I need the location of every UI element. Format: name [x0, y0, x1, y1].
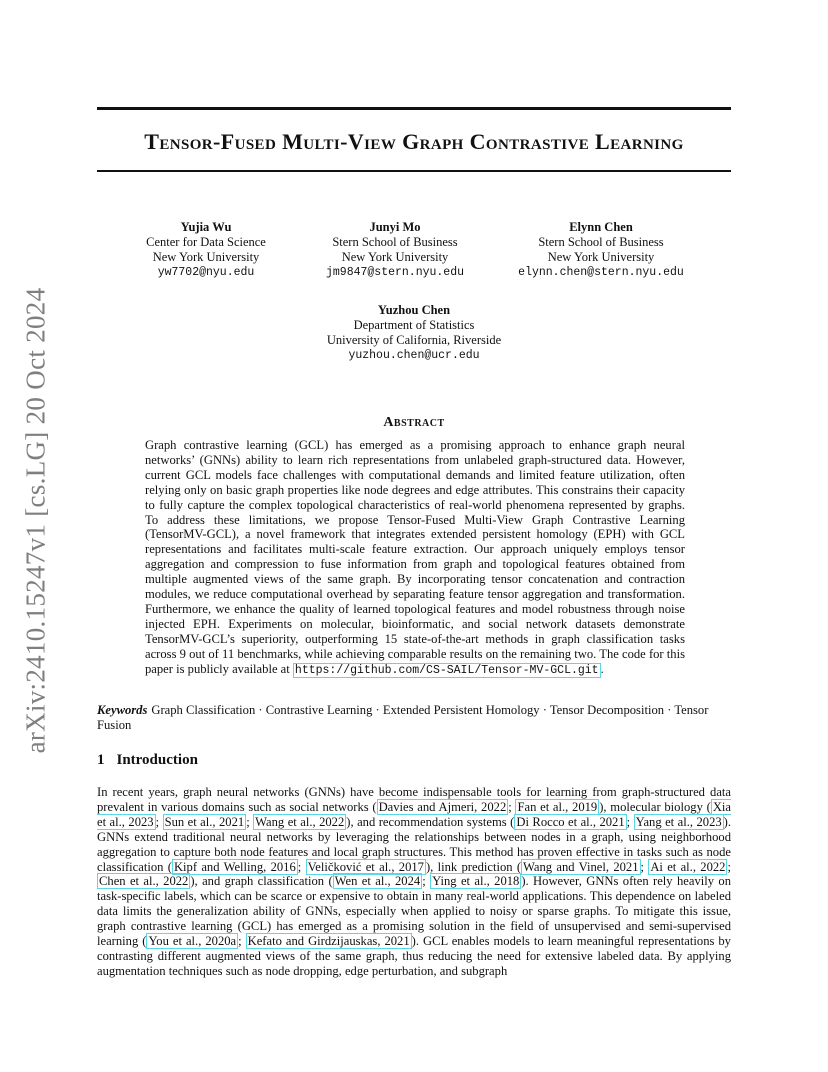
author-email[interactable]: elynn.chen@stern.nyu.edu	[518, 266, 684, 279]
citation-link[interactable]: Ying et al., 2018	[432, 874, 520, 889]
author-name: Elynn Chen	[569, 220, 633, 234]
section-heading-introduction	[97, 752, 198, 769]
citation-link[interactable]: Sun et al., 2021	[164, 814, 245, 829]
author-name: Yuzhou Chen	[377, 303, 451, 317]
author-department: Stern School of Business	[332, 235, 458, 249]
citation-link[interactable]: Di Rocco et al., 2021	[516, 814, 625, 829]
abstract-text: Graph contrastive learning (GCL) has emerged as a promising approach to enhance graph neural networks’ (GNNs) ability to learn rich representations from unlabeled graph-structured data. However, current GCL models face challenges with computational demands and limited feature utilization, often relying only on basic graph properties like node degrees and edge attributes. This constrains their capacity to fully capture the complex topological characteristics of real-world phenomena represented by graphs. To address these limitations, we propose Tensor-Fused Multi-View Graph Contrastive Learning (TensorMV-GCL), a novel framework that integrates extended persistent homology (EPH) with GCL representations and facilitates multi-scale feature extraction. Our approach uniquely employs tensor aggregation and compression to fuse information from graph and topological features obtained from multiple augmented views of the same graph. By incorporating tensor concatenation and contraction modules, we reduce computational overhead by separating feature tensor aggregation and transformation. Furthermore, we enhance the quality of learned topological features and model robustness through noise injected EPH. Experiments on molecular, bioinformatic, and social network datasets demonstrate TensorMV-GCL’s superiority, outperforming 15 state-of-the-art methods in graph classification tasks across 9 out of 11 benchmarks, while achieving comparable results on the remaining two. The code for this paper is publicly available at https://github.com/CS-SAIL/Tensor-MV-GCL.git .	[145, 438, 685, 677]
author-block	[285, 220, 505, 280]
author-institution: New York University	[152, 250, 260, 264]
citation-link[interactable]: Xia et al., 2023	[97, 799, 731, 829]
citation-link[interactable]: Kipf and Welling, 2016	[173, 859, 296, 874]
citation-link[interactable]: Chen et al., 2022	[99, 874, 189, 889]
title-rule-top	[97, 107, 731, 110]
arxiv-identifier: arXiv:2410.15247v1 [cs.LG] 20 Oct 2024	[20, 287, 51, 753]
author-email[interactable]: jm9847@stern.nyu.edu	[325, 266, 465, 279]
citation-link[interactable]: Wang et al., 2022	[255, 814, 345, 829]
author-institution: New York University	[341, 250, 449, 264]
author-name: Yujia Wu	[180, 220, 232, 234]
author-email[interactable]: yuzhou.chen@ucr.edu	[348, 349, 480, 362]
paper-title: Tensor-Fused Multi-View Graph Contrastive Learning	[144, 129, 684, 154]
author-institution: New York University	[547, 250, 655, 264]
author-name: Junyi Mo	[369, 220, 421, 234]
author-institution: University of California, Riverside	[326, 333, 502, 347]
section-number: 1	[97, 752, 105, 768]
author-department: Department of Statistics	[353, 318, 475, 332]
citation-link[interactable]: Yang et al., 2023	[635, 814, 722, 829]
abstract-heading: Abstract	[383, 415, 445, 430]
title-rule-bottom	[97, 170, 731, 172]
keywords-label: Keywords	[97, 703, 148, 717]
author-email[interactable]: yw7702@nyu.edu	[157, 266, 255, 279]
code-link[interactable]: https://github.com/CS-SAIL/Tensor-MV-GCL.git	[294, 663, 599, 677]
citation-link[interactable]: Davies and Ajmeri, 2022	[378, 799, 507, 814]
author-block	[491, 220, 711, 280]
keywords	[97, 703, 731, 733]
keywords-list: Graph Classification · Contrastive Learning · Extended Persistent Homology · Tensor Decomposition · Tensor Fusion	[97, 703, 709, 732]
author-block	[96, 220, 316, 280]
section-title: Introduction	[116, 752, 198, 768]
citation-link[interactable]: Veličković et al., 2017	[307, 859, 424, 874]
author-department: Center for Data Science	[146, 235, 266, 249]
citation-link[interactable]: You et al., 2020a	[148, 934, 237, 949]
citation-link[interactable]: Ai et al., 2022	[650, 859, 726, 874]
citation-link[interactable]: Wang and Vinel, 2021	[523, 859, 639, 874]
introduction-paragraph: In recent years, graph neural networks (GNNs) have become indispensable tools for learning from graph-structured data prevalent in various domains such as social networks ( Davies and Ajmeri, 2022 ; Fan et al., 2019 ), molecular biology ( Xia et al., 2023 ; Sun et al., 2021 ; Wang et al., 2022 ), and recommendation systems ( Di Rocco et al., 2021 ; Yang et al., 2023 ). GNNs extend traditional neural networks by leveraging the relationships between nodes in a graph, using neighborhood aggregation to capture both node features and local graph structures. This method has proven effective in tasks such as node classification ( Kipf and Welling, 2016 ; Veličković et al., 2017 ), link prediction ( Wang and Vinel, 2021 ; Ai et al., 2022 ; Chen et al., 2022 ), and graph classification ( Wen et al., 2024 ; Ying et al., 2018 ). However, GNNs often rely heavily on task-specific labels, which can be scarce or expensive to obtain in many real-world applications. This dependence on labeled data limits the generalization ability of GNNs, especially when applied to noisy or sparse graphs. To mitigate this issue, graph contrastive learning (GCL) has emerged as a promising solution in the field of unsupervised and semi-supervised learning ( You et al., 2020a ; Kefato and Girdzijauskas, 2021 ). GCL enables models to learn meaningful representations by contrasting different augmented views of the same graph, thus reducing the need for extensive labeled data. By applying augmentation techniques such as node dropping, edge perturbation, and subgraph	[97, 785, 732, 978]
citation-link[interactable]: Wen et al., 2024	[334, 874, 421, 889]
citation-link[interactable]: Kefato and Girdzijauskas, 2021	[247, 934, 410, 949]
citation-link[interactable]: Fan et al., 2019	[517, 799, 598, 814]
author-block	[304, 303, 524, 363]
author-department: Stern School of Business	[538, 235, 664, 249]
